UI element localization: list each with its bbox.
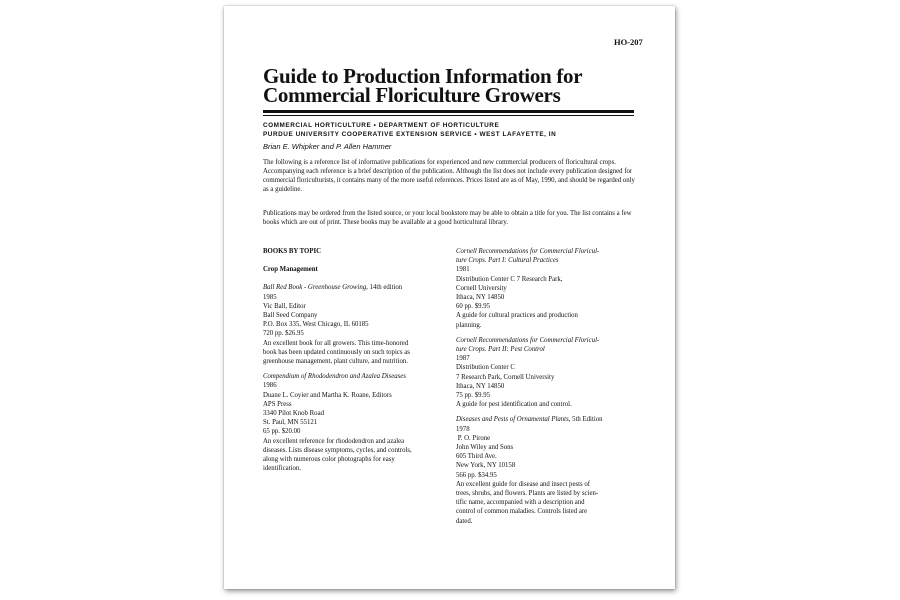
document-code: HO-207: [614, 37, 643, 47]
subsection-heading: Crop Management: [263, 266, 318, 274]
entry-line: Vic Ball, Editor: [263, 302, 306, 310]
entry-line: Duane L. Coyier and Martha K. Roane, Editors: [263, 391, 392, 399]
page-title: [263, 64, 663, 107]
entry-line: greenhouse management, plant culture, and nutrition.: [263, 358, 408, 366]
entry-line: Ithaca, NY 14850: [456, 382, 505, 390]
entry-line: Ithaca, NY 14850: [456, 294, 505, 302]
document-page: [224, 6, 675, 589]
entry-line: 65 pp. $20.00: [263, 428, 301, 436]
entry-line: diseases. Lists disease symptoms, cycles, and controls,: [263, 446, 412, 454]
entry-rhododendron-compendium: [263, 372, 448, 473]
entry-title: ture Crops. Part II: Pest Control: [456, 346, 545, 354]
entry-title: Diseases and Pests of Ornamental Plants: [456, 416, 569, 424]
entry-line: trees, shrubs, and flowers. Plants are listed by scien-: [456, 490, 599, 498]
title-rule-thin: [263, 115, 634, 116]
department-info: [263, 121, 653, 139]
entry-line: John Wiley and Sons: [456, 444, 514, 452]
entry-line: tific name, accompanied with a description and: [456, 499, 585, 507]
entry-line: along with numerous color photographs for easy: [263, 456, 395, 464]
entry-line: control of common maladies. Controls listed are: [456, 508, 588, 516]
entry-line: Distribution Center C: [456, 364, 515, 372]
department-line-1: COMMERCIAL HORTICULTURE • DEPARTMENT OF HORTICULTURE: [263, 122, 500, 129]
entry-line: planning.: [456, 321, 482, 329]
entry-line: Cornell University: [456, 284, 507, 292]
entry-title: Cornell Recommendations for Commercial Floricul-: [456, 336, 600, 344]
intro-paragraph-2: Publications may be ordered from the listed source, or your local bookstore may be able to obtain a title for you. The list contains a few books which are out of print. These books may be available at a good horticultural library.: [263, 210, 632, 226]
intro-paragraph-1: The following is a reference list of informative publications for experienced and new commercial producers of floricultural crops. Accompanying each reference is a brief description of the publication. Although the list does not include every publication designed for commercial floriculturists, it contains many of the more useful references. Prices listed are as of May, 1990, and should be regarded only as a guideline.: [263, 159, 635, 193]
entry-diseases-and-pests: [456, 415, 641, 525]
entry-line: dated.: [456, 517, 473, 525]
entry-line: A guide for cultural practices and production: [456, 312, 578, 320]
entry-line: 605 Third Ave.: [456, 453, 497, 461]
entry-line: P. O. Pirone: [456, 434, 491, 442]
entry-line: Ball Seed Company: [263, 312, 318, 320]
entry-line: An excellent book for all growers. This time-honored: [263, 339, 409, 347]
entry-line: 566 pp. $34.95: [456, 471, 497, 479]
entry-line: An excellent reference for rhododendron and azalea: [263, 437, 405, 445]
left-column: [263, 247, 448, 473]
title-rule-thick: [263, 110, 634, 113]
entry-title: Ball Red Book - Greenhouse Growing: [263, 284, 367, 292]
entry-line: 1987: [456, 355, 470, 363]
right-column: [456, 247, 641, 526]
entry-title: ture Crops. Part I: Cultural Practices: [456, 257, 559, 265]
entry-title-suffix: , 14th edition: [366, 284, 403, 292]
authors: Brian E. Whipker and P. Allen Hammer: [263, 142, 392, 151]
entry-line: A guide for pest identification and control.: [456, 401, 572, 409]
entry-line: 720 pp. $26.95: [263, 330, 304, 338]
title-line-2: Commercial Floriculture Growers: [263, 83, 561, 107]
entry-cornell-part-2: [456, 336, 641, 410]
title-line-1: Guide to Production Information for: [263, 64, 583, 88]
entry-line: New York, NY 10158: [456, 462, 516, 470]
entry-line: 3340 Pilot Knob Road: [263, 410, 324, 418]
entry-line: P.O. Box 335, West Chicago, IL 60185: [263, 321, 369, 329]
entry-line: 7 Research Park, Cornell University: [456, 373, 555, 381]
entry-line: 1986: [263, 382, 277, 390]
entry-title-suffix: , 5th Edition: [568, 416, 603, 424]
entry-line: An excellent guide for disease and insect pests of: [456, 480, 591, 488]
entry-line: 1978: [456, 425, 470, 433]
entry-line: 75 pp. $9.95: [456, 392, 490, 400]
entry-ball-red-book: [263, 283, 448, 366]
section-heading: BOOKS BY TOPIC: [263, 248, 322, 255]
entry-title: Compendium of Rhododendron and Azalea Diseases: [263, 373, 406, 381]
entry-line: APS Press: [263, 400, 292, 408]
entry-line: book has been updated continuously on such topics as: [263, 348, 410, 356]
entry-line: St. Paul, MN 55121: [263, 419, 318, 427]
entry-line: Distribution Center C 7 Research Park,: [456, 275, 563, 283]
entry-title: Cornell Recommendations for Commercial Floricul-: [456, 248, 600, 255]
department-line-2: PURDUE UNIVERSITY COOPERATIVE EXTENSION SERVICE • WEST LAFAYETTE, IN: [263, 131, 557, 138]
entry-cornell-part-1: [456, 247, 641, 330]
entry-line: 60 pp. $9.95: [456, 303, 490, 311]
entry-line: 1981: [456, 266, 470, 274]
entry-line: 1985: [263, 293, 277, 301]
entry-line: identification.: [263, 465, 301, 473]
